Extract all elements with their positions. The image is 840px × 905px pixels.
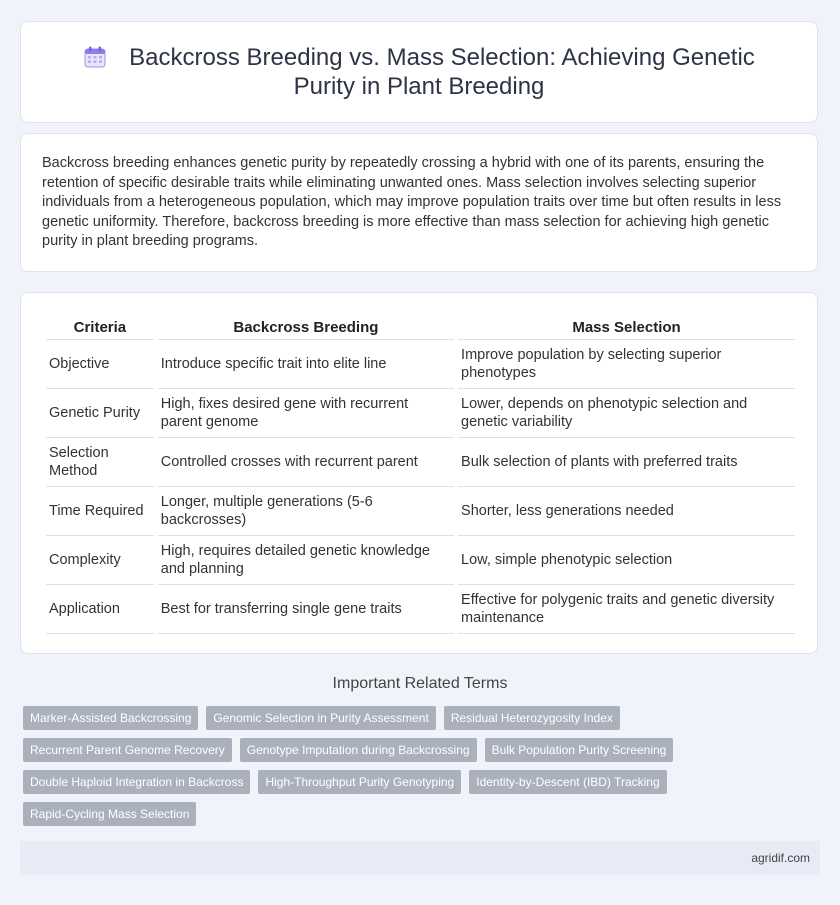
footer (20, 841, 820, 875)
related-term-tag[interactable]: Genomic Selection in Purity Assessment (206, 706, 435, 730)
table-row (46, 487, 795, 536)
intro-text: Backcross breeding enhances genetic purity by repeatedly crossing a hybrid with one of its parents, ensuring the retention of specific desirable traits while eliminating unwanted ones. Mass selection involves selecting superior individuals from a heterogeneous population, which may improve population traits over time but often results in less genetic uniformity. Therefore, backcross breeding is more effective than mass selection for achieving high genetic purity in plant breeding programs. (42, 155, 782, 249)
header-card (20, 21, 818, 123)
table-cell: High, requires detailed genetic knowledge and planning (158, 536, 454, 585)
table-cell: Selection Method (46, 438, 154, 487)
table-cell: High, fixes desired gene with recurrent parent genome (158, 389, 454, 438)
table-cell: Controlled crosses with recurrent parent (158, 438, 454, 487)
related-term-tag[interactable]: Bulk Population Purity Screening (485, 738, 674, 762)
page-title (59, 43, 779, 101)
footer-site-link[interactable]: agridif.com (751, 851, 810, 865)
table-cell: Bulk selection of plants with preferred traits (458, 438, 795, 487)
table-cell: Longer, multiple generations (5-6 backcrosses) (158, 487, 454, 536)
table-cell: Shorter, less generations needed (458, 487, 795, 536)
related-term-tag[interactable]: Genotype Imputation during Backcrossing (240, 738, 477, 762)
comparison-table (42, 315, 799, 634)
related-term-tag[interactable]: Identity-by-Descent (IBD) Tracking (469, 770, 666, 794)
table-cell: Application (46, 585, 154, 634)
table-cell: Objective (46, 340, 154, 389)
calendar-icon (83, 45, 107, 69)
table-cell: Introduce specific trait into elite line (158, 340, 454, 389)
table-cell: Improve population by selecting superior phenotypes (458, 340, 795, 389)
page-title-text: Backcross Breeding vs. Mass Selection: Achieving Genetic Purity in Plant Breeding (129, 44, 755, 100)
header-backcross: Backcross Breeding (158, 315, 454, 340)
table-row (46, 389, 795, 438)
related-term-tag[interactable]: High-Throughput Purity Genotyping (258, 770, 461, 794)
table-cell: Complexity (46, 536, 154, 585)
related-term-tag[interactable]: Recurrent Parent Genome Recovery (23, 738, 232, 762)
table-cell: Genetic Purity (46, 389, 154, 438)
comparison-card (20, 292, 818, 654)
table-row (46, 536, 795, 585)
table-row (46, 585, 795, 634)
related-term-tag[interactable]: Double Haploid Integration in Backcross (23, 770, 250, 794)
table-row (46, 438, 795, 487)
table-cell: Best for transferring single gene traits (158, 585, 454, 634)
header-mass-selection: Mass Selection (458, 315, 795, 340)
table-header-row (46, 315, 795, 340)
related-terms-list (23, 706, 723, 834)
table-cell: Lower, depends on phenotypic selection and genetic variability (458, 389, 795, 438)
related-term-tag[interactable]: Residual Heterozygosity Index (444, 706, 620, 730)
related-term-tag[interactable]: Rapid-Cycling Mass Selection (23, 802, 196, 826)
table-row (46, 340, 795, 389)
related-term-tag[interactable]: Marker-Assisted Backcrossing (23, 706, 198, 730)
table-cell: Time Required (46, 487, 154, 536)
header-criteria: Criteria (46, 315, 154, 340)
intro-card (20, 133, 818, 272)
table-cell: Low, simple phenotypic selection (458, 536, 795, 585)
table-cell: Effective for polygenic traits and genetic diversity maintenance (458, 585, 795, 634)
related-terms-title: Important Related Terms (332, 675, 508, 692)
